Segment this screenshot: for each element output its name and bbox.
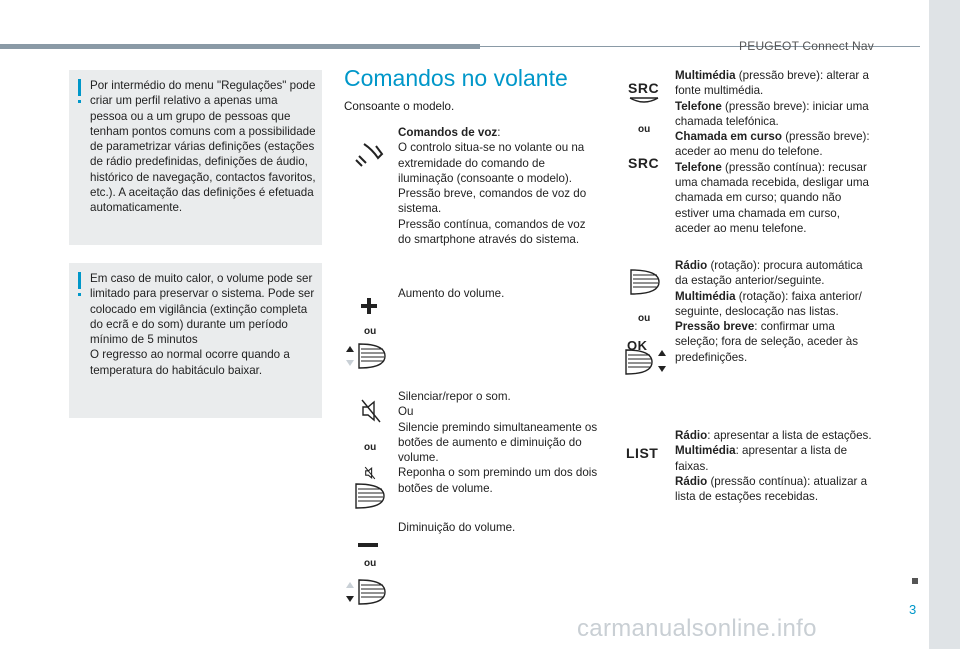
header-bar — [0, 44, 480, 49]
note-text: Em caso de muito calor, o volume pode ser limitado para preservar o sistema. Pode ser colocado em vigilância (extinção completa do ecrã e do som) durante um período mínimo de 5 minutos O regresso ao normal ocorre quando a temperatura do habitáculo baixar. — [90, 272, 315, 377]
ok-label: OK — [627, 338, 648, 353]
mute-text: Silenciar/repor o som. Ou Silencie premindo simultaneamente os botões de aumento e diminuição do volume. Reponha o som premindo um dos dois botões de volume. — [398, 390, 598, 495]
section-intro: Consoante o modelo. — [344, 100, 455, 113]
src-label: SRC — [628, 80, 660, 96]
voice-command-text — [398, 125, 598, 247]
thumbwheel-icon — [352, 482, 386, 510]
minus-icon — [358, 541, 378, 549]
mute-small-icon — [363, 466, 377, 480]
src-button-icon — [629, 96, 659, 106]
or-label: ou — [364, 442, 377, 453]
src-line: Telefone (pressão breve): iniciar uma chamada telefónica. — [675, 99, 869, 128]
section-title: Comandos no volante — [344, 65, 568, 91]
or-label: ou — [364, 326, 377, 337]
voice-command-icon — [352, 138, 384, 170]
or-label: ou — [638, 313, 651, 324]
volume-down-text: Diminuição do volume. — [398, 521, 516, 534]
volume-up-text: Aumento do volume. — [398, 287, 505, 300]
continue-mark — [912, 578, 918, 584]
thumbwheel-down-icon — [345, 578, 387, 606]
or-label: ou — [638, 124, 651, 135]
scroll-wheel-icon — [627, 268, 661, 296]
info-note-profile — [69, 70, 322, 245]
ok-wheel-icon — [624, 348, 668, 376]
info-note-heat — [69, 263, 322, 418]
page-number: 3 — [909, 602, 917, 617]
wheel-line: Rádio (rotação): procura automática da estação anterior/seguinte. — [675, 259, 863, 288]
list-label: LIST — [626, 445, 659, 461]
wheel-line: Pressão breve: confirmar uma seleção; fora de seleção, aceder às predefinições. — [675, 320, 859, 364]
wheel-text — [675, 258, 873, 365]
src-label-alt: SRC — [628, 155, 660, 171]
voice-command-label: Comandos de voz — [398, 126, 498, 139]
list-text — [675, 428, 873, 504]
src-line: Chamada em curso (pressão breve): aceder ao menu do telefone. — [675, 130, 870, 159]
list-line: Rádio (pressão contínua): atualizar a lista de estações recebidas. — [675, 474, 868, 504]
list-line: Rádio: apresentar a lista de estações. — [675, 429, 872, 442]
or-label: ou — [364, 558, 377, 569]
wheel-line: Multimédia (rotação): faixa anterior/ seguinte, deslocação nas listas. — [675, 289, 862, 318]
src-text — [675, 68, 873, 236]
thumbwheel-up-icon — [345, 342, 387, 370]
plus-icon — [359, 296, 379, 316]
src-line: Telefone (pressão contínua): recusar uma chamada recebida, desligar uma chamada em curso; quando não estiver uma chamada em curso, aceder ao menu telefone. — [675, 160, 869, 235]
src-line: Multimédia (pressão breve): alterar a fonte multimédia. — [675, 69, 869, 98]
running-header: PEUGEOT Connect Nav — [739, 39, 874, 53]
note-text: Por intermédio do menu "Regulações" pode criar um perfil relativo a apenas uma pessoa ou a um grupo de pessoas que tenham pontos comuns com a possibilidade de parametrizar várias definições (estações de rádio predefinidas, definições de áudio, histórico de navegação, contactos favoritos, etc.). A aceitação das definições é efetuada automaticamente. — [90, 79, 316, 215]
page-sidebar — [929, 0, 960, 649]
voice-command-desc: : O controlo situa-se no volante ou na extremidade do comando de iluminação (consoante o modelo). Pressão breve, comandos de voz do sistema. Pressão contínua, comandos de voz do smartphone através do sistema. — [398, 126, 587, 247]
list-line: Multimédia: apresentar a lista de faixas. — [675, 444, 848, 473]
info-icon — [78, 272, 81, 289]
info-icon — [78, 79, 81, 96]
mute-icon — [360, 398, 382, 424]
watermark: carmanualsonline.info — [577, 615, 817, 642]
